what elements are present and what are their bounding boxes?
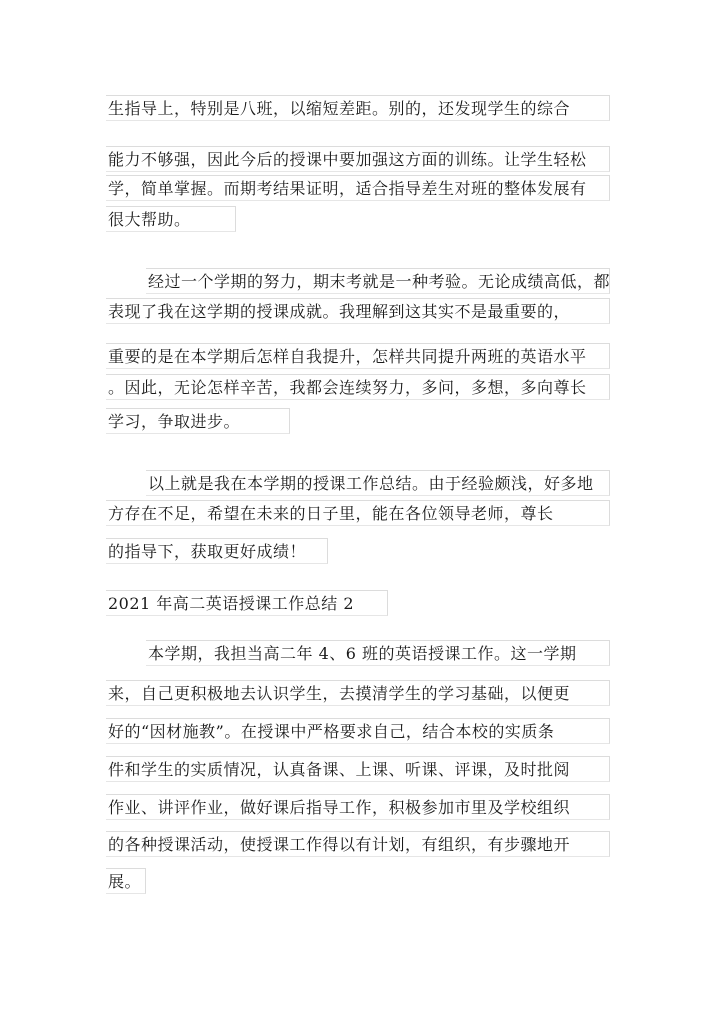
paragraph-line: 生指导上，特别是八班，以缩短差距。别的，还发现学生的综合 [106, 95, 610, 121]
paragraph-line: 方存在不足，希望在未来的日子里，能在各位领导老师，尊长 [106, 500, 610, 526]
paragraph-line: 的各种授课活动，使授课工作得以有计划，有组织，有步骤地开 [106, 831, 610, 857]
paragraph-line: 能力不够强，因此今后的授课中要加强这方面的训练。让学生轻松 [106, 146, 610, 172]
paragraph-line: 重要的是在本学期后怎样自我提升，怎样共同提升两班的英语水平 [106, 343, 610, 369]
paragraph-line: 作业、讲评作业，做好课后指导工作，积极参加市里及学校组织 [106, 794, 610, 820]
section-heading: 2021 年高二英语授课工作总结 2 [106, 590, 388, 616]
paragraph-line: 表现了我在这学期的授课成就。我理解到这其实不是最重要的， [106, 298, 610, 324]
paragraph-line: 本学期，我担当高二年 4、6 班的英语授课工作。这一学期 [146, 640, 610, 666]
paragraph-line: 很大帮助。 [106, 206, 236, 232]
paragraph-line: 展。 [106, 868, 146, 894]
paragraph-line: 。因此，无论怎样辛苦，我都会连续努力，多问，多想，多向尊长 [106, 374, 610, 400]
paragraph-line: 来，自己更积极地去认识学生，去摸清学生的学习基础，以便更 [106, 680, 610, 706]
paragraph-line: 学，简单掌握。而期考结果证明，适合指导差生对班的整体发展有 [106, 175, 610, 201]
paragraph-line: 以上就是我在本学期的授课工作总结。由于经验颇浅，好多地 [146, 470, 610, 496]
paragraph-line: 学习，争取进步。 [106, 408, 290, 434]
paragraph-line: 好的“因材施教”。在授课中严格要求自己，结合本校的实质条 [106, 718, 610, 744]
paragraph-line: 经过一个学期的努力，期末考就是一种考验。无论成绩高低，都 [146, 268, 610, 294]
paragraph-line: 件和学生的实质情况，认真备课、上课、听课、评课，及时批阅 [106, 756, 610, 782]
paragraph-line: 的指导下，获取更好成绩！ [106, 538, 328, 564]
